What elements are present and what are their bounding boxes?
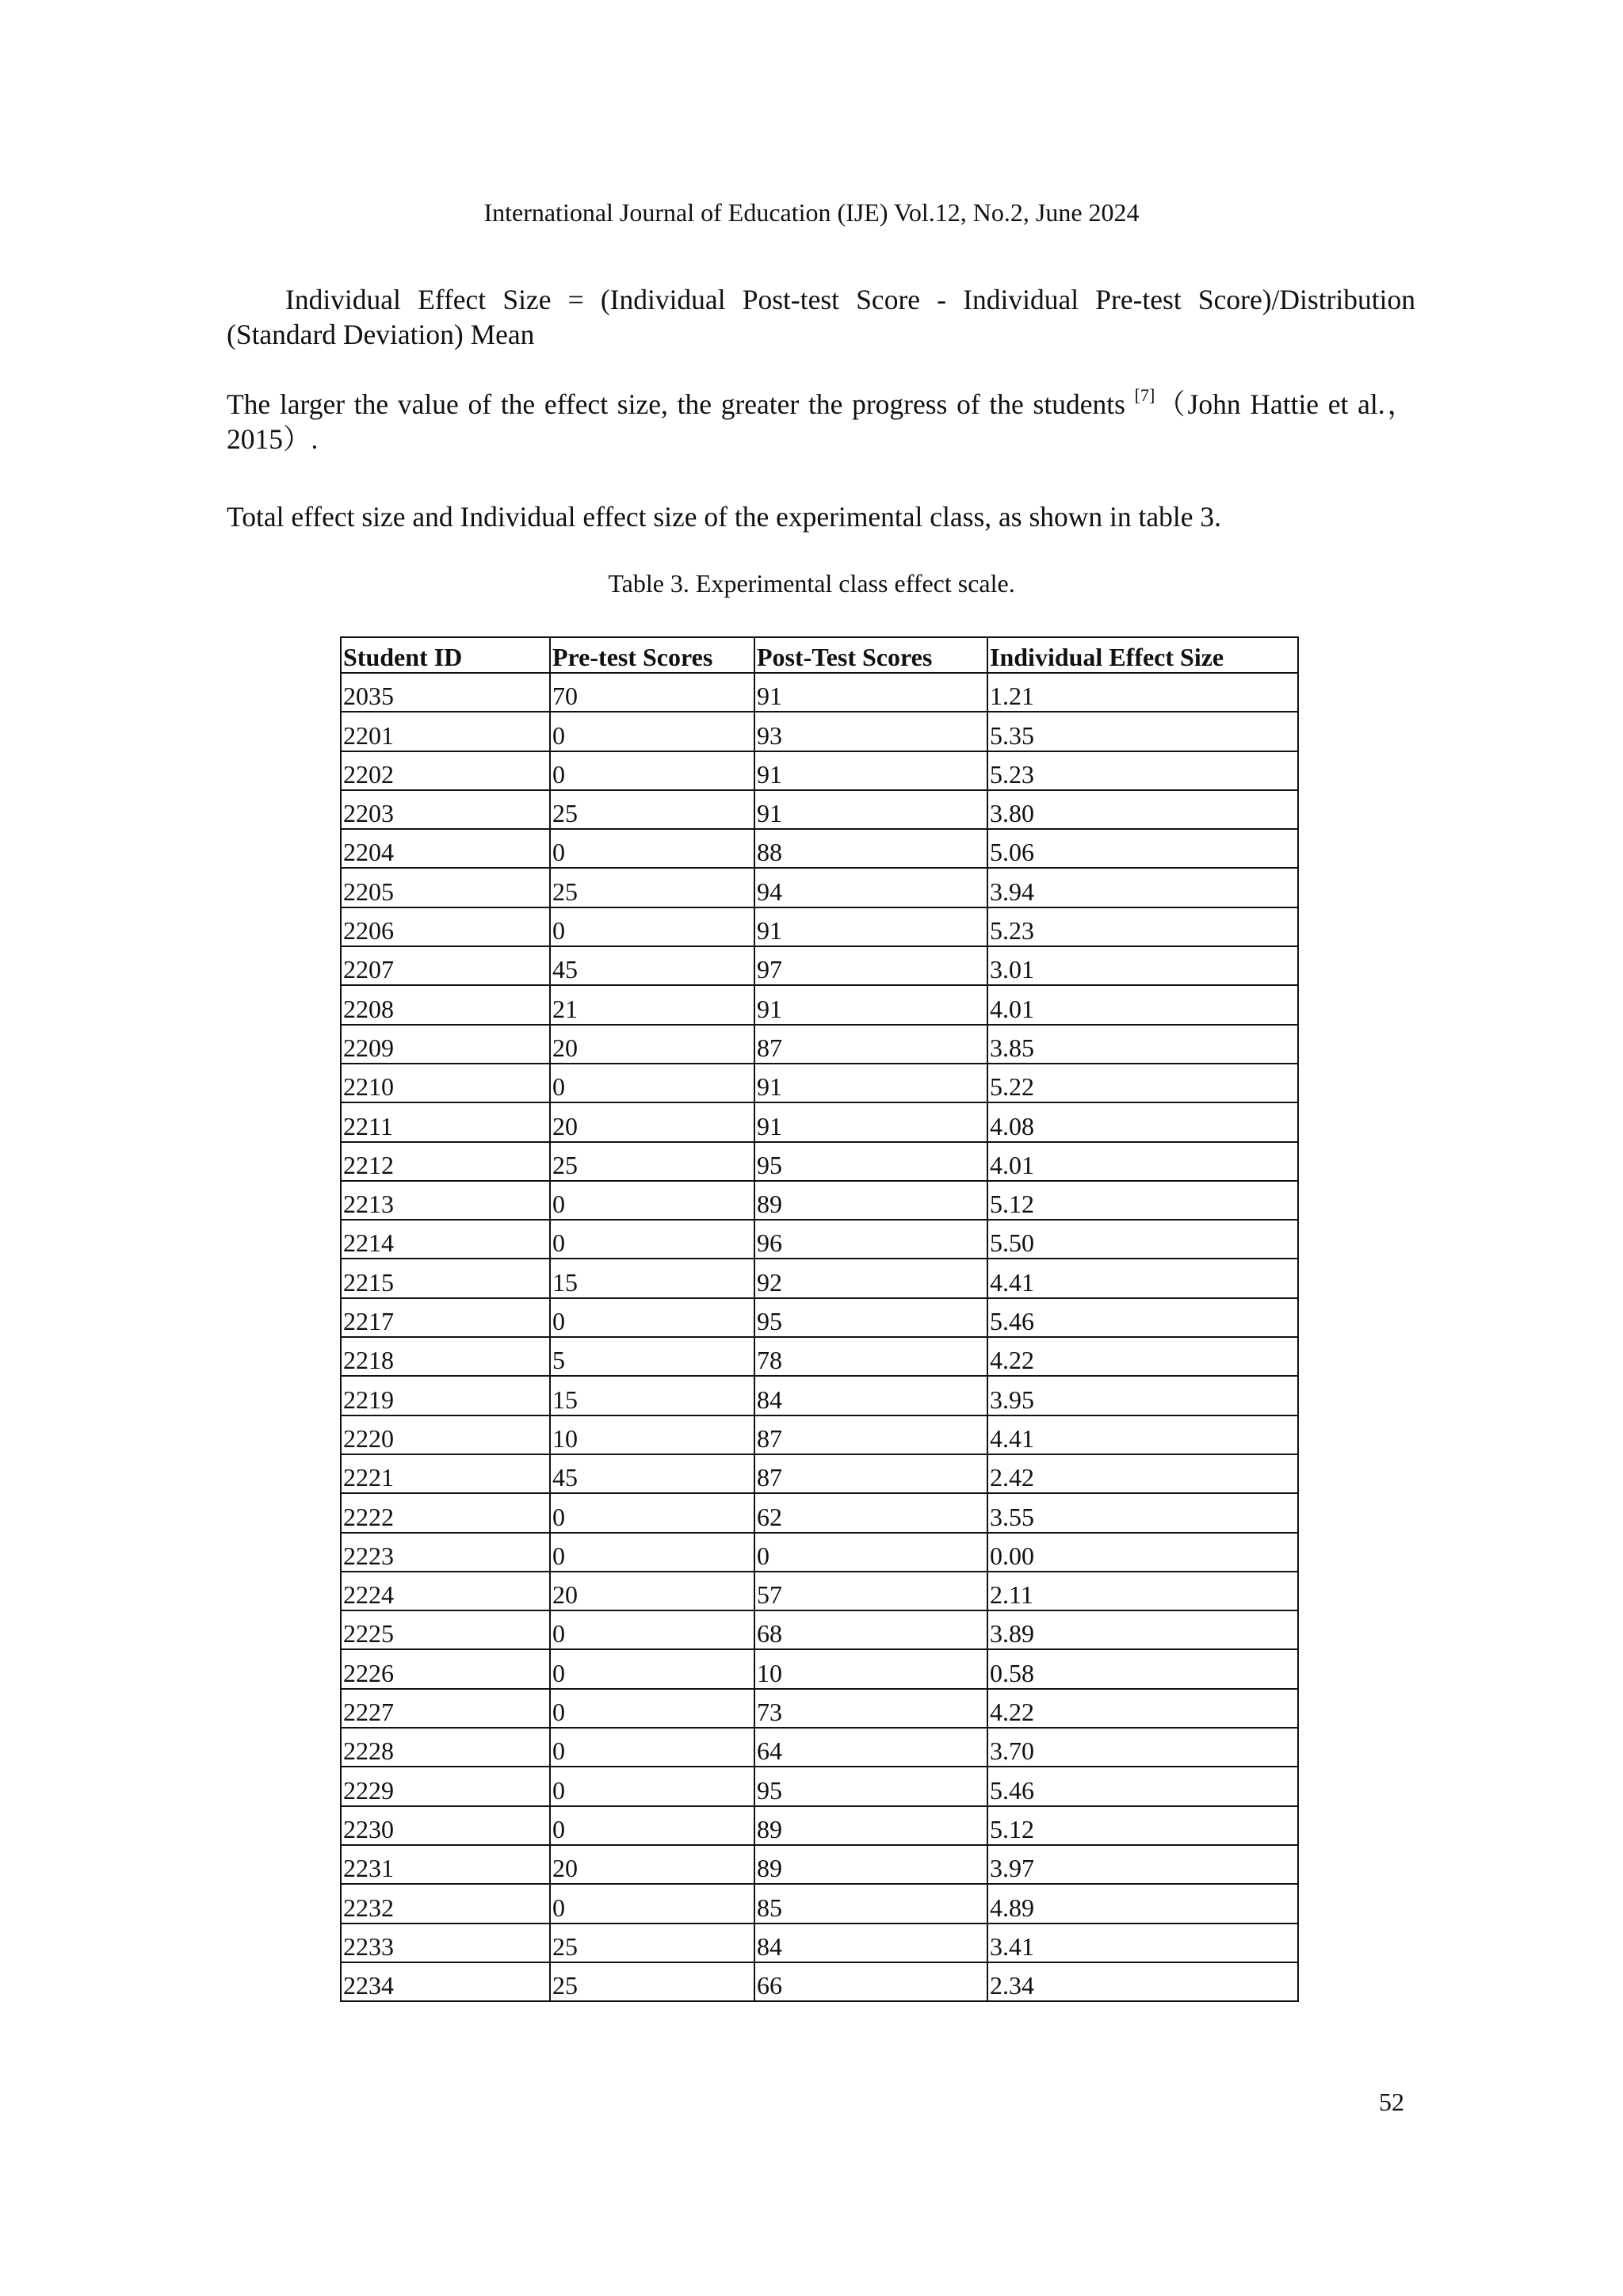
cell-student-id: 2215 — [341, 1259, 550, 1297]
cell-student-id: 2212 — [341, 1142, 550, 1181]
cell-effect-size: 5.35 — [987, 712, 1298, 751]
cell-post-test: 91 — [754, 673, 987, 712]
cell-student-id: 2217 — [341, 1298, 550, 1337]
cell-post-test: 88 — [754, 829, 987, 868]
table-row — [341, 1220, 1298, 1259]
column-header-effect-size: Individual Effect Size — [987, 637, 1298, 673]
cell-pre-test: 0 — [550, 1533, 754, 1572]
cell-pre-test: 25 — [550, 1924, 754, 1962]
table-row — [341, 1376, 1298, 1415]
explanation-text: The larger the value of the effect size, the greater the progress of the students — [227, 388, 1125, 420]
cell-post-test: 84 — [754, 1376, 987, 1415]
cell-effect-size: 5.23 — [987, 907, 1298, 946]
table-row — [341, 1181, 1298, 1220]
table-row — [341, 1924, 1298, 1962]
cell-effect-size: 3.01 — [987, 946, 1298, 985]
table-row — [341, 1337, 1298, 1376]
cell-pre-test: 0 — [550, 1767, 754, 1805]
table-row — [341, 1649, 1298, 1688]
table-row — [341, 1415, 1298, 1454]
cell-post-test: 84 — [754, 1924, 987, 1962]
table-row — [341, 1962, 1298, 2001]
table-row — [341, 1689, 1298, 1728]
cell-post-test: 97 — [754, 946, 987, 985]
cell-post-test: 91 — [754, 1102, 987, 1141]
table-row — [341, 1610, 1298, 1649]
table-row — [341, 868, 1298, 907]
cell-effect-size: 3.94 — [987, 868, 1298, 907]
column-header-pre-test: Pre-test Scores — [550, 637, 754, 673]
cell-pre-test: 5 — [550, 1337, 754, 1376]
citation-reference[interactable]: [7] — [1134, 385, 1155, 405]
cell-student-id: 2228 — [341, 1728, 550, 1767]
table-row — [341, 1298, 1298, 1337]
cell-pre-test: 25 — [550, 790, 754, 829]
cell-pre-test: 15 — [550, 1259, 754, 1297]
cell-student-id: 2222 — [341, 1493, 550, 1532]
cell-pre-test: 20 — [550, 1845, 754, 1884]
journal-header: International Journal of Education (IJE) Vol.12, No.2, June 2024 — [483, 198, 1140, 227]
cell-post-test: 91 — [754, 985, 987, 1024]
table-row — [341, 1454, 1298, 1493]
cell-effect-size: 4.01 — [987, 985, 1298, 1024]
cell-student-id: 2224 — [341, 1572, 550, 1610]
cell-student-id: 2213 — [341, 1181, 550, 1220]
cell-student-id: 2232 — [341, 1884, 550, 1923]
column-header-student-id: Student ID — [341, 637, 550, 673]
table-row — [341, 1845, 1298, 1884]
cell-post-test: 87 — [754, 1415, 987, 1454]
cell-pre-test: 0 — [550, 1610, 754, 1649]
cell-effect-size: 4.41 — [987, 1415, 1298, 1454]
cell-student-id: 2204 — [341, 829, 550, 868]
effect-size-formula-paragraph: Individual Effect Size = (Individual Post-test Score - Individual Pre-test Score)/Distribution (Standard Deviation) Mean — [227, 284, 1415, 350]
cell-student-id: 2035 — [341, 673, 550, 712]
cell-pre-test: 25 — [550, 868, 754, 907]
cell-effect-size: 5.46 — [987, 1767, 1298, 1805]
cell-effect-size: 3.80 — [987, 790, 1298, 829]
cell-student-id: 2214 — [341, 1220, 550, 1259]
cell-post-test: 91 — [754, 907, 987, 946]
table-caption: Table 3. Experimental class effect scale. — [608, 569, 1015, 598]
cell-effect-size: 3.97 — [987, 1845, 1298, 1884]
table-row — [341, 751, 1298, 790]
cell-post-test: 89 — [754, 1806, 987, 1845]
cell-effect-size: 4.08 — [987, 1102, 1298, 1141]
cell-post-test: 91 — [754, 790, 987, 829]
cell-pre-test: 45 — [550, 1454, 754, 1493]
cell-effect-size: 2.42 — [987, 1454, 1298, 1493]
cell-post-test: 87 — [754, 1454, 987, 1493]
cell-student-id: 2226 — [341, 1649, 550, 1688]
table-row — [341, 907, 1298, 946]
cell-student-id: 2203 — [341, 790, 550, 829]
table-row — [341, 1493, 1298, 1532]
cell-pre-test: 0 — [550, 1493, 754, 1532]
table-row — [341, 946, 1298, 985]
cell-student-id: 2230 — [341, 1806, 550, 1845]
cell-pre-test: 0 — [550, 1728, 754, 1767]
table-row — [341, 1142, 1298, 1181]
cell-post-test: 91 — [754, 1064, 987, 1102]
cell-effect-size: 5.12 — [987, 1181, 1298, 1220]
cell-pre-test: 0 — [550, 1806, 754, 1845]
cell-post-test: 73 — [754, 1689, 987, 1728]
table-body — [341, 673, 1298, 2001]
cell-post-test: 85 — [754, 1884, 987, 1923]
cell-pre-test: 15 — [550, 1376, 754, 1415]
effect-size-explanation-paragraph — [227, 387, 1415, 457]
cell-post-test: 66 — [754, 1962, 987, 2001]
table-row — [341, 712, 1298, 751]
cell-student-id: 2227 — [341, 1689, 550, 1728]
cell-pre-test: 45 — [550, 946, 754, 985]
table-row — [341, 1533, 1298, 1572]
cell-pre-test: 0 — [550, 829, 754, 868]
cell-student-id: 2223 — [341, 1533, 550, 1572]
cell-post-test: 89 — [754, 1845, 987, 1884]
cell-post-test: 68 — [754, 1610, 987, 1649]
cell-student-id: 2225 — [341, 1610, 550, 1649]
cell-effect-size: 5.50 — [987, 1220, 1298, 1259]
cell-pre-test: 0 — [550, 712, 754, 751]
cell-effect-size: 1.21 — [987, 673, 1298, 712]
table-row — [341, 1884, 1298, 1923]
cell-effect-size: 2.34 — [987, 1962, 1298, 2001]
cell-effect-size: 5.12 — [987, 1806, 1298, 1845]
table-row — [341, 1102, 1298, 1141]
cell-post-test: 89 — [754, 1181, 987, 1220]
table-row — [341, 673, 1298, 712]
cell-effect-size: 3.41 — [987, 1924, 1298, 1962]
cell-post-test: 92 — [754, 1259, 987, 1297]
cell-pre-test: 10 — [550, 1415, 754, 1454]
cell-student-id: 2233 — [341, 1924, 550, 1962]
cell-post-test: 95 — [754, 1298, 987, 1337]
cell-effect-size: 5.22 — [987, 1064, 1298, 1102]
table-row — [341, 1064, 1298, 1102]
cell-post-test: 95 — [754, 1767, 987, 1805]
cell-student-id: 2231 — [341, 1845, 550, 1884]
cell-post-test: 10 — [754, 1649, 987, 1688]
table-row — [341, 1025, 1298, 1064]
table-intro-paragraph: Total effect size and Individual effect size of the experimental class, as shown in table 3. — [227, 501, 1222, 533]
cell-effect-size: 3.85 — [987, 1025, 1298, 1064]
table-row — [341, 1259, 1298, 1297]
column-header-post-test: Post-Test Scores — [754, 637, 987, 673]
cell-pre-test: 0 — [550, 1649, 754, 1688]
cell-effect-size: 4.22 — [987, 1689, 1298, 1728]
cell-pre-test: 0 — [550, 1064, 754, 1102]
citation-author-year: （John Hattie et al.，2015）. — [227, 388, 1416, 455]
cell-pre-test: 21 — [550, 985, 754, 1024]
cell-pre-test: 0 — [550, 1220, 754, 1259]
cell-post-test: 62 — [754, 1493, 987, 1532]
table-row — [341, 985, 1298, 1024]
cell-student-id: 2220 — [341, 1415, 550, 1454]
cell-effect-size: 3.95 — [987, 1376, 1298, 1415]
cell-student-id: 2210 — [341, 1064, 550, 1102]
cell-effect-size: 3.70 — [987, 1728, 1298, 1767]
cell-post-test: 64 — [754, 1728, 987, 1767]
cell-post-test: 0 — [754, 1533, 987, 1572]
cell-student-id: 2208 — [341, 985, 550, 1024]
cell-student-id: 2221 — [341, 1454, 550, 1493]
cell-student-id: 2218 — [341, 1337, 550, 1376]
cell-student-id: 2219 — [341, 1376, 550, 1415]
cell-post-test: 93 — [754, 712, 987, 751]
cell-student-id: 2234 — [341, 1962, 550, 2001]
cell-effect-size: 5.06 — [987, 829, 1298, 868]
cell-post-test: 96 — [754, 1220, 987, 1259]
cell-post-test: 95 — [754, 1142, 987, 1181]
cell-effect-size: 0.58 — [987, 1649, 1298, 1688]
cell-post-test: 94 — [754, 868, 987, 907]
table-row — [341, 1806, 1298, 1845]
cell-effect-size: 2.11 — [987, 1572, 1298, 1610]
cell-effect-size: 4.01 — [987, 1142, 1298, 1181]
cell-post-test: 91 — [754, 751, 987, 790]
cell-student-id: 2229 — [341, 1767, 550, 1805]
page-number: 52 — [1379, 2088, 1404, 2116]
cell-effect-size: 5.23 — [987, 751, 1298, 790]
cell-student-id: 2201 — [341, 712, 550, 751]
cell-student-id: 2211 — [341, 1102, 550, 1141]
cell-pre-test: 0 — [550, 907, 754, 946]
cell-student-id: 2209 — [341, 1025, 550, 1064]
cell-student-id: 2202 — [341, 751, 550, 790]
cell-post-test: 57 — [754, 1572, 987, 1610]
table-row — [341, 1572, 1298, 1610]
table-row — [341, 1728, 1298, 1767]
effect-size-table — [340, 636, 1299, 2002]
cell-pre-test: 25 — [550, 1142, 754, 1181]
cell-pre-test: 0 — [550, 1884, 754, 1923]
cell-effect-size: 0.00 — [987, 1533, 1298, 1572]
cell-pre-test: 0 — [550, 1689, 754, 1728]
cell-student-id: 2205 — [341, 868, 550, 907]
cell-post-test: 78 — [754, 1337, 987, 1376]
table-row — [341, 790, 1298, 829]
cell-effect-size: 5.46 — [987, 1298, 1298, 1337]
table-row — [341, 829, 1298, 868]
cell-pre-test: 20 — [550, 1572, 754, 1610]
cell-post-test: 87 — [754, 1025, 987, 1064]
table-row — [341, 1767, 1298, 1805]
cell-pre-test: 20 — [550, 1025, 754, 1064]
cell-effect-size: 3.89 — [987, 1610, 1298, 1649]
cell-effect-size: 4.89 — [987, 1884, 1298, 1923]
cell-pre-test: 20 — [550, 1102, 754, 1141]
cell-effect-size: 4.41 — [987, 1259, 1298, 1297]
cell-pre-test: 25 — [550, 1962, 754, 2001]
cell-student-id: 2206 — [341, 907, 550, 946]
cell-effect-size: 4.22 — [987, 1337, 1298, 1376]
table-header-row — [341, 637, 1298, 673]
cell-pre-test: 70 — [550, 673, 754, 712]
cell-pre-test: 0 — [550, 1298, 754, 1337]
cell-effect-size: 3.55 — [987, 1493, 1298, 1532]
cell-pre-test: 0 — [550, 751, 754, 790]
cell-student-id: 2207 — [341, 946, 550, 985]
cell-pre-test: 0 — [550, 1181, 754, 1220]
